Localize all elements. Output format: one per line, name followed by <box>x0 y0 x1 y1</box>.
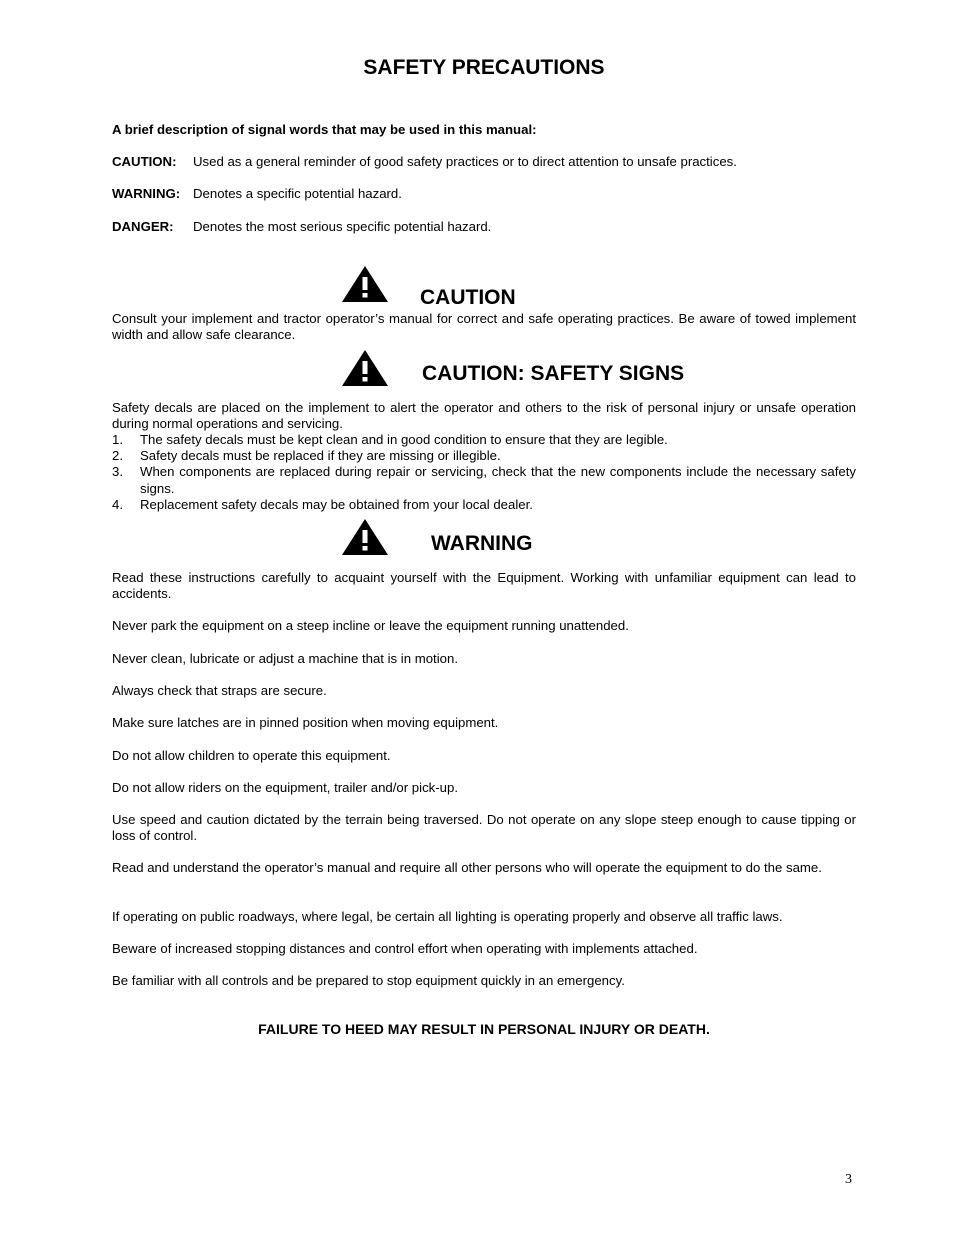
warning-paragraph: Do not allow riders on the equipment, trailer and/or pick-up. <box>112 780 458 795</box>
footer-warning: FAILURE TO HEED MAY RESULT IN PERSONAL INJURY OR DEATH. <box>258 1021 710 1037</box>
warning-paragraph: Never clean, lubricate or adjust a machine that is in motion. <box>112 651 458 666</box>
caution-text: Consult your implement and tractor operator’s manual for correct and safe operating practices. Be aware of towed implement width and allow safe clearance. <box>112 311 856 343</box>
safety-signs-list <box>112 432 856 513</box>
signal-words-intro: A brief description of signal words that may be used in this manual: <box>112 122 537 137</box>
signal-definition: Denotes a specific potential hazard. <box>193 186 402 201</box>
warning-paragraph: Be familiar with all controls and be prepared to stop equipment quickly in an emergency. <box>112 973 625 988</box>
warning-triangle-icon <box>341 349 389 387</box>
warning-triangle-icon <box>341 265 389 303</box>
warning-paragraph: If operating on public roadways, where legal, be certain all lighting is operating properly and observe all traffic laws. <box>112 909 783 924</box>
warning-paragraph: Read and understand the operator’s manual and require all other persons who will operate the equipment to do the same. <box>112 860 822 875</box>
page-number: 3 <box>845 1172 852 1187</box>
warning-paragraph: Beware of increased stopping distances and control effort when operating with implements attached. <box>112 941 698 956</box>
safety-signs-heading: CAUTION: SAFETY SIGNS <box>422 362 685 385</box>
page-title: SAFETY PRECAUTIONS <box>363 56 605 79</box>
safety-signs-text: Safety decals are placed on the implement to alert the operator and others to the risk of personal injury or unsafe operation during normal operations and servicing. <box>112 400 856 432</box>
signal-word-danger <box>112 219 856 235</box>
caution-heading: CAUTION <box>420 286 516 309</box>
list-item: 1. The safety decals must be kept clean and in good condition to ensure that they are legible. <box>112 432 668 447</box>
warning-paragraph: Make sure latches are in pinned position when moving equipment. <box>112 715 499 730</box>
warning-triangle-icon <box>341 518 389 556</box>
signal-term: DANGER: <box>112 219 174 234</box>
warning-paragraph: Never park the equipment on a steep incline or leave the equipment running unattended. <box>112 618 629 633</box>
list-item: 3. When components are replaced during repair or servicing, check that the new components include the necessary safety signs. <box>112 464 856 496</box>
warning-paragraph: Use speed and caution dictated by the terrain being traversed. Do not operate on any slope steep enough to cause tipping or loss of control. <box>112 812 856 844</box>
signal-word-warning <box>112 186 856 202</box>
list-item: 2. Safety decals must be replaced if they are missing or illegible. <box>112 448 501 464</box>
warning-paragraph: Read these instructions carefully to acquaint yourself with the Equipment. Working with unfamiliar equipment can lead to accidents. <box>112 570 856 602</box>
warning-paragraph: Do not allow children to operate this equipment. <box>112 748 391 763</box>
list-item: 4. Replacement safety decals may be obtained from your local dealer. <box>112 496 533 512</box>
signal-term: CAUTION: <box>112 154 177 169</box>
signal-definition: Used as a general reminder of good safety practices or to direct attention to unsafe practices. <box>193 154 737 169</box>
warning-paragraph: Always check that straps are secure. <box>112 683 327 698</box>
signal-word-caution <box>112 154 856 170</box>
warning-heading: WARNING <box>431 532 533 555</box>
signal-term: WARNING: <box>112 186 181 201</box>
signal-definition: Denotes the most serious specific potential hazard. <box>193 219 492 234</box>
